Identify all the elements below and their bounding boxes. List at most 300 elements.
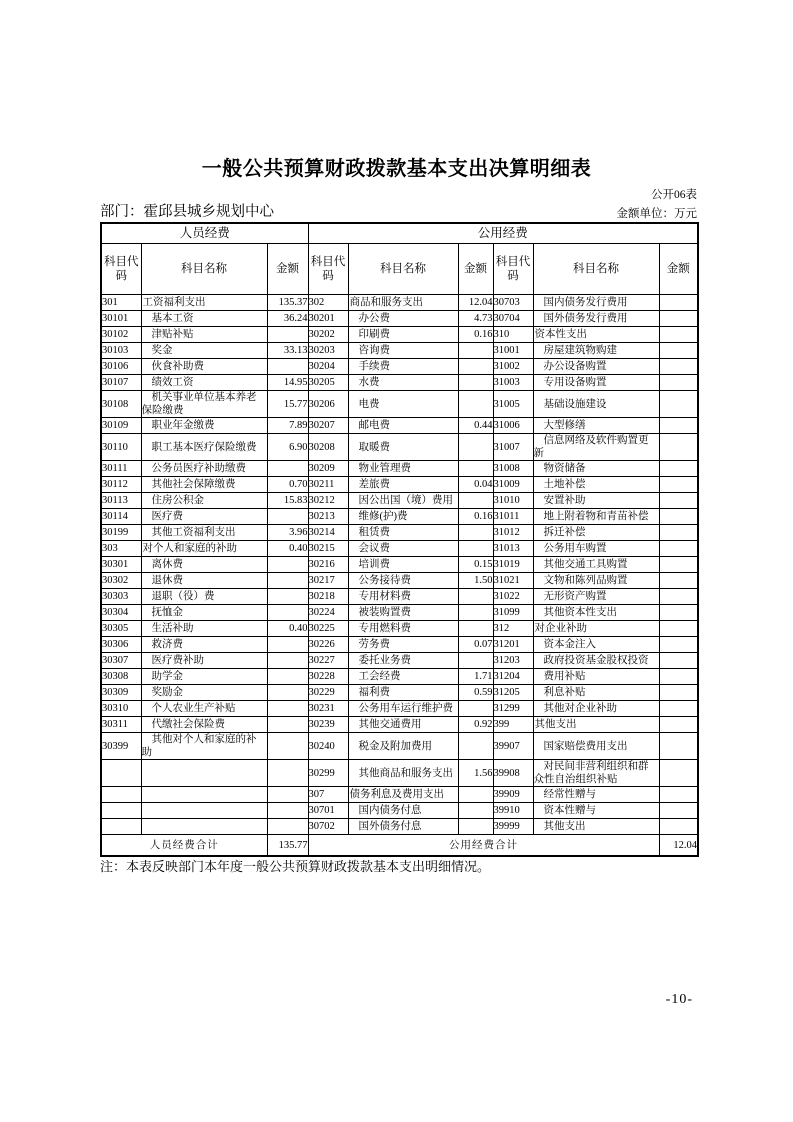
- subject-name-cell: 奖励金: [141, 685, 267, 701]
- table-row: [101, 434, 698, 461]
- table-row: [101, 359, 698, 375]
- subject-name-cell: 绩效工资: [141, 375, 267, 391]
- unit-label: 金额单位：万元: [616, 208, 697, 220]
- amount-cell: [267, 605, 308, 621]
- subject-name-cell: 离休费: [141, 557, 267, 573]
- amount-cell: [267, 461, 308, 477]
- subject-code-cell: 30207: [308, 418, 348, 434]
- amount-cell: [659, 589, 698, 605]
- subject-name-cell: 其他支出: [533, 717, 659, 733]
- totals-row: [101, 835, 698, 857]
- subject-name-cell: 其他交通工具购置: [533, 557, 659, 573]
- amount-cell: [458, 391, 493, 418]
- subject-code-cell: 30201: [308, 311, 348, 327]
- subject-code-cell: 31203: [493, 653, 533, 669]
- public-total-label: 公用经费合计: [308, 835, 659, 857]
- amount-cell: [267, 787, 308, 803]
- public-total-value: 12.04: [659, 835, 698, 857]
- subject-code-cell: 30103: [101, 343, 141, 359]
- subject-code-cell: 30205: [308, 375, 348, 391]
- subject-name-cell: 无形资产购置: [533, 589, 659, 605]
- subject-name-cell: 专用设备购置: [533, 375, 659, 391]
- subject-name-cell: 其他工资福利支出: [141, 525, 267, 541]
- subject-name-cell: 地上附着物和青苗补偿: [533, 509, 659, 525]
- amount-cell: [659, 653, 698, 669]
- amount-cell: [659, 573, 698, 589]
- amount-cell: 0.16: [458, 327, 493, 343]
- table-row: [101, 819, 698, 835]
- amount-cell: 36.24: [267, 311, 308, 327]
- subject-code-cell: 30301: [101, 557, 141, 573]
- subject-code-cell: 30213: [308, 509, 348, 525]
- subject-code-cell: 30108: [101, 391, 141, 418]
- subject-name-cell: 安置补助: [533, 493, 659, 509]
- subject-name-cell: 机关事业单位基本养老保险缴费: [141, 391, 267, 418]
- amount-cell: 0.16: [458, 509, 493, 525]
- amount-cell: [659, 733, 698, 760]
- subject-name-cell: 维修(护)费: [348, 509, 458, 525]
- subject-code-cell: 30229: [308, 685, 348, 701]
- subject-name-cell: 专用材料费: [348, 589, 458, 605]
- subject-code-cell: 39907: [493, 733, 533, 760]
- amount-cell: [659, 787, 698, 803]
- amount-cell: 14.95: [267, 375, 308, 391]
- amount-cell: [659, 327, 698, 343]
- table-row: [101, 525, 698, 541]
- table-row: [101, 391, 698, 418]
- amount-cell: [267, 733, 308, 760]
- amount-cell: 0.40: [267, 541, 308, 557]
- table-row: [101, 541, 698, 557]
- subject-code-cell: 30107: [101, 375, 141, 391]
- subject-code-cell: 30704: [493, 311, 533, 327]
- subject-name-cell: 利息补贴: [533, 685, 659, 701]
- table-header: [101, 223, 698, 295]
- budget-table: [100, 222, 699, 857]
- subject-code-cell: 30701: [308, 803, 348, 819]
- subject-name-cell: [141, 803, 267, 819]
- amount-cell: [458, 375, 493, 391]
- table-body: [101, 295, 698, 835]
- subject-name-cell: 信息网络及软件购置更新: [533, 434, 659, 461]
- subject-name-cell: 文物和陈列品购置: [533, 573, 659, 589]
- subject-code-cell: 30109: [101, 418, 141, 434]
- subject-name-cell: [141, 760, 267, 787]
- subject-code-cell: 31099: [493, 605, 533, 621]
- table-footer: [101, 835, 698, 857]
- subject-name-cell: 奖金: [141, 343, 267, 359]
- subject-name-cell: 津贴补贴: [141, 327, 267, 343]
- subject-name-cell: 其他支出: [533, 819, 659, 835]
- note: 注：本表反映部门本年度一般公共预算财政拨款基本支出明细情况。: [100, 859, 491, 874]
- subject-code-cell: 30311: [101, 717, 141, 733]
- subject-name-cell: 其他交通费用: [348, 717, 458, 733]
- table-row: [101, 343, 698, 359]
- col-header-name: 科目名称: [348, 244, 458, 295]
- amount-cell: 0.07: [458, 637, 493, 653]
- subject-code-cell: 30114: [101, 509, 141, 525]
- subject-code-cell: 31002: [493, 359, 533, 375]
- subject-name-cell: 委托业务费: [348, 653, 458, 669]
- subject-name-cell: 电费: [348, 391, 458, 418]
- col-header-amount: 金额: [267, 244, 308, 295]
- subject-code-cell: 30304: [101, 605, 141, 621]
- amount-cell: 7.89: [267, 418, 308, 434]
- subject-code-cell: 30226: [308, 637, 348, 653]
- amount-cell: [659, 621, 698, 637]
- table-row: [101, 787, 698, 803]
- subject-name-cell: 代缴社会保险费: [141, 717, 267, 733]
- subject-code-cell: 30307: [101, 653, 141, 669]
- subject-name-cell: 医疗费: [141, 509, 267, 525]
- table-row: [101, 733, 698, 760]
- group-header-row: [101, 223, 698, 244]
- table-row: [101, 418, 698, 434]
- subject-name-cell: 其他商品和服务支出: [348, 760, 458, 787]
- amount-cell: [659, 343, 698, 359]
- amount-cell: [659, 669, 698, 685]
- subject-code-cell: 31299: [493, 701, 533, 717]
- amount-cell: [458, 589, 493, 605]
- subject-name-cell: 个人农业生产补贴: [141, 701, 267, 717]
- subject-name-cell: 办公设备购置: [533, 359, 659, 375]
- subject-name-cell: 工会经费: [348, 669, 458, 685]
- subject-code-cell: 30111: [101, 461, 141, 477]
- subject-name-cell: 生活补助: [141, 621, 267, 637]
- amount-cell: [267, 701, 308, 717]
- subject-code-cell: 30216: [308, 557, 348, 573]
- subject-code-cell: 31007: [493, 434, 533, 461]
- amount-cell: 12.04: [458, 295, 493, 311]
- subject-code-cell: 30302: [101, 573, 141, 589]
- subject-name-cell: [141, 787, 267, 803]
- subject-name-cell: 国外债务发行费用: [533, 311, 659, 327]
- subject-name-cell: 拆迁补偿: [533, 525, 659, 541]
- subject-code-cell: 31009: [493, 477, 533, 493]
- subject-name-cell: 债务利息及费用支出: [348, 787, 458, 803]
- amount-cell: 0.40: [267, 621, 308, 637]
- subject-code-cell: [101, 803, 141, 819]
- amount-cell: [659, 359, 698, 375]
- subject-name-cell: 办公费: [348, 311, 458, 327]
- subject-code-cell: 399: [493, 717, 533, 733]
- subject-code-cell: 30110: [101, 434, 141, 461]
- document-title: 一般公共预算财政拨款基本支出决算明细表: [201, 158, 592, 180]
- amount-cell: [659, 819, 698, 835]
- amount-cell: [458, 733, 493, 760]
- subject-code-cell: 31204: [493, 669, 533, 685]
- subject-code-cell: 312: [493, 621, 533, 637]
- table-row: [101, 701, 698, 717]
- amount-cell: [458, 605, 493, 621]
- amount-cell: [659, 509, 698, 525]
- subject-name-cell: 房屋建筑物购建: [533, 343, 659, 359]
- subject-code-cell: 31006: [493, 418, 533, 434]
- subject-name-cell: 住房公积金: [141, 493, 267, 509]
- subject-code-cell: 31001: [493, 343, 533, 359]
- subject-code-cell: 31201: [493, 637, 533, 653]
- amount-cell: [267, 669, 308, 685]
- group-header-personnel: 人员经费: [101, 223, 308, 244]
- subject-code-cell: 31205: [493, 685, 533, 701]
- amount-cell: [267, 557, 308, 573]
- personnel-total-label: 人员经费合计: [101, 835, 267, 857]
- amount-cell: [267, 573, 308, 589]
- col-header-code: 科目代码: [308, 244, 348, 295]
- subject-code-cell: 30309: [101, 685, 141, 701]
- subject-name-cell: 资本金注入: [533, 637, 659, 653]
- table-row: [101, 493, 698, 509]
- subject-name-cell: 咨询费: [348, 343, 458, 359]
- subject-name-cell: 基本工资: [141, 311, 267, 327]
- subject-code-cell: 30211: [308, 477, 348, 493]
- subject-code-cell: 30217: [308, 573, 348, 589]
- subject-code-cell: 30306: [101, 637, 141, 653]
- amount-cell: 135.37: [267, 295, 308, 311]
- col-header-name: 科目名称: [141, 244, 267, 295]
- subject-name-cell: 被装购置费: [348, 605, 458, 621]
- subject-code-cell: 39999: [493, 819, 533, 835]
- amount-cell: [267, 653, 308, 669]
- amount-cell: [458, 359, 493, 375]
- amount-cell: [267, 637, 308, 653]
- subject-code-cell: 31010: [493, 493, 533, 509]
- subject-code-cell: 31003: [493, 375, 533, 391]
- amount-cell: 1.71: [458, 669, 493, 685]
- amount-cell: [458, 343, 493, 359]
- subject-code-cell: 30102: [101, 327, 141, 343]
- amount-cell: 6.90: [267, 434, 308, 461]
- amount-cell: [659, 375, 698, 391]
- amount-cell: [267, 359, 308, 375]
- subject-code-cell: 31021: [493, 573, 533, 589]
- table-row: [101, 327, 698, 343]
- amount-cell: [458, 803, 493, 819]
- amount-cell: 3.96: [267, 525, 308, 541]
- subject-name-cell: 资本性支出: [533, 327, 659, 343]
- amount-cell: [458, 819, 493, 835]
- subject-code-cell: 30106: [101, 359, 141, 375]
- table-row: [101, 685, 698, 701]
- subject-name-cell: 公务接待费: [348, 573, 458, 589]
- subject-code-cell: 30231: [308, 701, 348, 717]
- group-header-public: 公用经费: [308, 223, 698, 244]
- table-row: [101, 803, 698, 819]
- subject-code-cell: 30299: [308, 760, 348, 787]
- subject-name-cell: 助学金: [141, 669, 267, 685]
- subject-code-cell: 310: [493, 327, 533, 343]
- table-row: [101, 477, 698, 493]
- subject-name-cell: 政府投资基金股权投资: [533, 653, 659, 669]
- amount-cell: 15.77: [267, 391, 308, 418]
- subject-name-cell: 其他对个人和家庭的补助: [141, 733, 267, 760]
- amount-cell: 0.70: [267, 477, 308, 493]
- subject-code-cell: 30203: [308, 343, 348, 359]
- subject-code-cell: 30303: [101, 589, 141, 605]
- subject-name-cell: 手续费: [348, 359, 458, 375]
- subject-name-cell: 物业管理费: [348, 461, 458, 477]
- subject-name-cell: 会议费: [348, 541, 458, 557]
- form-number: 公开06表: [651, 189, 697, 201]
- subject-code-cell: 30399: [101, 733, 141, 760]
- subject-name-cell: 对企业补助: [533, 621, 659, 637]
- col-header-amount: 金额: [659, 244, 698, 295]
- subject-name-cell: 其他资本性支出: [533, 605, 659, 621]
- amount-cell: [659, 760, 698, 787]
- table-row: [101, 605, 698, 621]
- subject-name-cell: 因公出国（境）费用: [348, 493, 458, 509]
- table-row: [101, 295, 698, 311]
- subject-code-cell: [101, 787, 141, 803]
- subject-code-cell: 30204: [308, 359, 348, 375]
- subject-code-cell: 31019: [493, 557, 533, 573]
- amount-cell: [267, 760, 308, 787]
- amount-cell: [458, 541, 493, 557]
- amount-cell: [659, 295, 698, 311]
- subject-name-cell: 职工基本医疗保险缴费: [141, 434, 267, 461]
- amount-cell: 0.44: [458, 418, 493, 434]
- subject-name-cell: 对民间非营利组织和群众性自治组织补贴: [533, 760, 659, 787]
- table-row: [101, 311, 698, 327]
- subject-code-cell: 30308: [101, 669, 141, 685]
- subject-name-cell: 差旅费: [348, 477, 458, 493]
- subject-code-cell: 39908: [493, 760, 533, 787]
- subject-code-cell: 30199: [101, 525, 141, 541]
- subject-code-cell: 30101: [101, 311, 141, 327]
- amount-cell: 1.56: [458, 760, 493, 787]
- subject-name-cell: 抚恤金: [141, 605, 267, 621]
- subject-name-cell: 土地补偿: [533, 477, 659, 493]
- department-label: 部门：霍邱县城乡规划中心: [100, 204, 274, 220]
- subject-code-cell: 30215: [308, 541, 348, 557]
- subject-code-cell: 30703: [493, 295, 533, 311]
- amount-cell: [267, 803, 308, 819]
- table-row: [101, 760, 698, 787]
- subject-name-cell: 费用补贴: [533, 669, 659, 685]
- subject-code-cell: 30208: [308, 434, 348, 461]
- subject-name-cell: 对个人和家庭的补助: [141, 541, 267, 557]
- subject-name-cell: 公务用车运行维护费: [348, 701, 458, 717]
- amount-cell: [659, 637, 698, 653]
- amount-cell: 15.83: [267, 493, 308, 509]
- amount-cell: [267, 819, 308, 835]
- subject-code-cell: 302: [308, 295, 348, 311]
- subject-code-cell: 31008: [493, 461, 533, 477]
- subject-code-cell: 39910: [493, 803, 533, 819]
- subject-name-cell: 物资储备: [533, 461, 659, 477]
- table-row: [101, 669, 698, 685]
- amount-cell: [659, 493, 698, 509]
- col-header-amount: 金额: [458, 244, 493, 295]
- amount-cell: 1.50: [458, 573, 493, 589]
- subject-name-cell: 税金及附加费用: [348, 733, 458, 760]
- subject-name-cell: 伙食补助费: [141, 359, 267, 375]
- subject-code-cell: 31022: [493, 589, 533, 605]
- amount-cell: [267, 717, 308, 733]
- amount-cell: [659, 311, 698, 327]
- subject-code-cell: [101, 760, 141, 787]
- subject-name-cell: 国家赔偿费用支出: [533, 733, 659, 760]
- subject-code-cell: 30239: [308, 717, 348, 733]
- subject-name-cell: 商品和服务支出: [348, 295, 458, 311]
- subject-name-cell: 培训费: [348, 557, 458, 573]
- subject-code-cell: 39909: [493, 787, 533, 803]
- subject-code-cell: 303: [101, 541, 141, 557]
- subject-name-cell: 工资福利支出: [141, 295, 267, 311]
- subject-name-cell: 邮电费: [348, 418, 458, 434]
- subject-code-cell: 30214: [308, 525, 348, 541]
- subject-code-cell: 307: [308, 787, 348, 803]
- amount-cell: [267, 327, 308, 343]
- amount-cell: [659, 605, 698, 621]
- subject-code-cell: 30112: [101, 477, 141, 493]
- subject-name-cell: 基础设施建设: [533, 391, 659, 418]
- table-row: [101, 653, 698, 669]
- subject-name-cell: 劳务费: [348, 637, 458, 653]
- subject-name-cell: 资本性赠与: [533, 803, 659, 819]
- subject-name-cell: 国内债务发行费用: [533, 295, 659, 311]
- amount-cell: [458, 434, 493, 461]
- amount-cell: [458, 525, 493, 541]
- subject-name-cell: 国外债务付息: [348, 819, 458, 835]
- subject-code-cell: 31005: [493, 391, 533, 418]
- subject-code-cell: 30305: [101, 621, 141, 637]
- page-number: -10-: [665, 992, 693, 1007]
- subject-code-cell: 31011: [493, 509, 533, 525]
- subject-name-cell: 其他对企业补助: [533, 701, 659, 717]
- subject-code-cell: 30209: [308, 461, 348, 477]
- subject-code-cell: 31013: [493, 541, 533, 557]
- subject-code-cell: 30212: [308, 493, 348, 509]
- table-row: [101, 557, 698, 573]
- subject-code-cell: 301: [101, 295, 141, 311]
- subject-name-cell: 印刷费: [348, 327, 458, 343]
- subject-name-cell: 国内债务付息: [348, 803, 458, 819]
- subject-code-cell: 30310: [101, 701, 141, 717]
- subject-name-cell: 公务用车购置: [533, 541, 659, 557]
- subject-name-cell: 职业年金缴费: [141, 418, 267, 434]
- amount-cell: [659, 525, 698, 541]
- subject-code-cell: 30225: [308, 621, 348, 637]
- table-row: [101, 621, 698, 637]
- amount-cell: [458, 493, 493, 509]
- subject-code-cell: 30227: [308, 653, 348, 669]
- table-row: [101, 589, 698, 605]
- subject-name-cell: 医疗费补助: [141, 653, 267, 669]
- subject-name-cell: 租赁费: [348, 525, 458, 541]
- amount-cell: 33.13: [267, 343, 308, 359]
- subject-name-cell: 救济费: [141, 637, 267, 653]
- subject-name-cell: 水费: [348, 375, 458, 391]
- amount-cell: [659, 461, 698, 477]
- subject-name-cell: 公务员医疗补助缴费: [141, 461, 267, 477]
- subject-code-cell: 30202: [308, 327, 348, 343]
- subject-code-cell: [101, 819, 141, 835]
- amount-cell: 0.59: [458, 685, 493, 701]
- amount-cell: [659, 803, 698, 819]
- subject-code-cell: 30228: [308, 669, 348, 685]
- col-header-name: 科目名称: [533, 244, 659, 295]
- amount-cell: [458, 621, 493, 637]
- column-header-row: [101, 244, 698, 295]
- amount-cell: [659, 391, 698, 418]
- amount-cell: [458, 701, 493, 717]
- subject-name-cell: 经常性赠与: [533, 787, 659, 803]
- table-row: [101, 375, 698, 391]
- subject-name-cell: 取暖费: [348, 434, 458, 461]
- amount-cell: [458, 787, 493, 803]
- amount-cell: [659, 717, 698, 733]
